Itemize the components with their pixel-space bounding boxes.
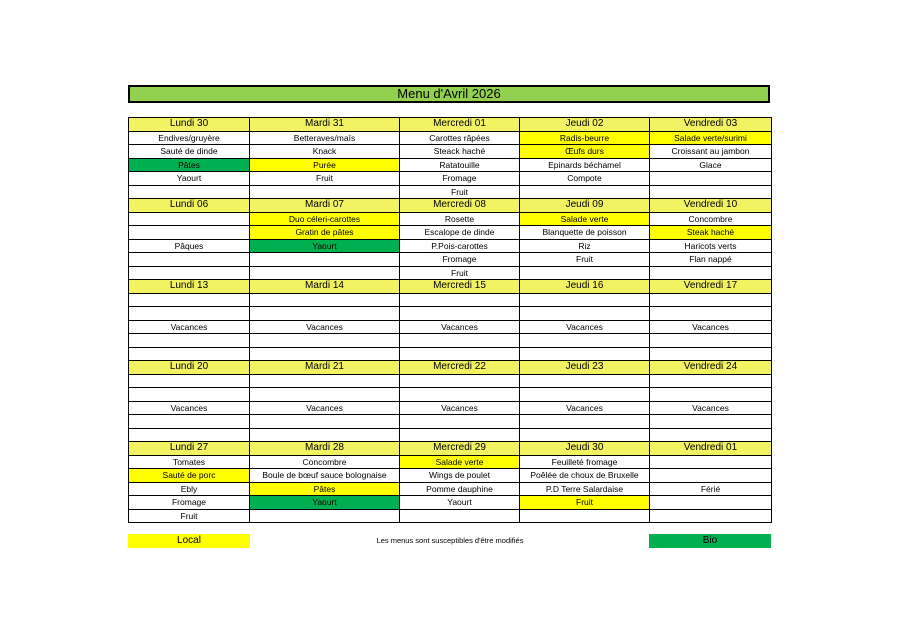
menu-cell: Vacances bbox=[400, 320, 520, 334]
day-header: Lundi 13 bbox=[129, 280, 250, 294]
week-header-row bbox=[129, 361, 772, 375]
menu-cell bbox=[400, 428, 520, 442]
menu-cell bbox=[250, 253, 400, 267]
menu-cell bbox=[650, 415, 772, 429]
menu-cell bbox=[129, 347, 250, 361]
menu-cell: P.Pois-carottes bbox=[400, 239, 520, 253]
menu-cell: Pâques bbox=[129, 239, 250, 253]
menu-cell bbox=[400, 509, 520, 523]
disclaimer-note: Les menus sont susceptibles d'être modifiés bbox=[376, 536, 524, 545]
menu-cell: Glace bbox=[650, 158, 772, 172]
menu-cell: Haricots verts bbox=[650, 239, 772, 253]
menu-cell: Flan nappé bbox=[650, 253, 772, 267]
menu-cell: Feuilleté fromage bbox=[520, 455, 650, 469]
menu-cell: Fruit bbox=[250, 172, 400, 186]
menu-cell bbox=[250, 509, 400, 523]
menu-cell: Vacances bbox=[650, 320, 772, 334]
menu-cell: Steak haché bbox=[650, 226, 772, 240]
menu-row bbox=[129, 482, 772, 496]
menu-cell bbox=[250, 347, 400, 361]
menu-cell bbox=[650, 293, 772, 307]
menu-cell: Fromage bbox=[400, 253, 520, 267]
menu-cell: Fruit bbox=[129, 509, 250, 523]
day-header: Jeudi 09 bbox=[520, 199, 650, 213]
menu-cell: Vacances bbox=[650, 401, 772, 415]
day-header: Mercredi 08 bbox=[400, 199, 520, 213]
menu-cell: Ebly bbox=[129, 482, 250, 496]
menu-cell: Gratin de pâtes bbox=[250, 226, 400, 240]
menu-cell: Fruit bbox=[400, 185, 520, 199]
menu-cell bbox=[129, 185, 250, 199]
menu-cell bbox=[650, 428, 772, 442]
menu-cell: Vacances bbox=[129, 320, 250, 334]
menu-cell: Vacances bbox=[520, 320, 650, 334]
day-header: Lundi 30 bbox=[129, 118, 250, 132]
day-header: Vendredi 24 bbox=[650, 361, 772, 375]
menu-cell: Fruit bbox=[520, 253, 650, 267]
day-header: Mercredi 15 bbox=[400, 280, 520, 294]
day-header: Mardi 28 bbox=[250, 442, 400, 456]
menu-table bbox=[128, 117, 772, 523]
menu-cell: Radis-beurre bbox=[520, 131, 650, 145]
menu-cell: Vacances bbox=[250, 320, 400, 334]
menu-row bbox=[129, 469, 772, 483]
menu-row bbox=[129, 307, 772, 321]
menu-row bbox=[129, 172, 772, 186]
week-header-row bbox=[129, 442, 772, 456]
menu-cell bbox=[129, 428, 250, 442]
menu-row bbox=[129, 496, 772, 510]
menu-cell: Carottes râpées bbox=[400, 131, 520, 145]
menu-cell: Concombre bbox=[650, 212, 772, 226]
menu-cell bbox=[129, 293, 250, 307]
menu-cell bbox=[650, 509, 772, 523]
menu-cell bbox=[520, 185, 650, 199]
menu-cell: Yaourt bbox=[250, 496, 400, 510]
menu-cell bbox=[250, 293, 400, 307]
day-header: Mercredi 22 bbox=[400, 361, 520, 375]
menu-cell: Pâtes bbox=[250, 482, 400, 496]
menu-cell bbox=[129, 253, 250, 267]
menu-cell: Salade verte bbox=[400, 455, 520, 469]
menu-cell: Compote bbox=[520, 172, 650, 186]
menu-cell bbox=[520, 293, 650, 307]
menu-row bbox=[129, 131, 772, 145]
menu-cell: Wings de poulet bbox=[400, 469, 520, 483]
menu-cell bbox=[520, 388, 650, 402]
menu-cell bbox=[650, 374, 772, 388]
menu-cell bbox=[650, 469, 772, 483]
day-header: Mardi 31 bbox=[250, 118, 400, 132]
menu-cell bbox=[129, 415, 250, 429]
menu-row bbox=[129, 334, 772, 348]
menu-cell: Ratatouille bbox=[400, 158, 520, 172]
menu-cell bbox=[650, 347, 772, 361]
menu-cell: P.D Terre Salardaise bbox=[520, 482, 650, 496]
menu-cell: Concombre bbox=[250, 455, 400, 469]
menu-cell bbox=[400, 334, 520, 348]
menu-row bbox=[129, 455, 772, 469]
day-header: Jeudi 23 bbox=[520, 361, 650, 375]
menu-cell bbox=[520, 266, 650, 280]
day-header: Vendredi 17 bbox=[650, 280, 772, 294]
day-header: Mercredi 29 bbox=[400, 442, 520, 456]
menu-row bbox=[129, 158, 772, 172]
day-header: Mercredi 01 bbox=[400, 118, 520, 132]
menu-cell bbox=[650, 496, 772, 510]
week-header-row bbox=[129, 118, 772, 132]
menu-row bbox=[129, 320, 772, 334]
menu-cell bbox=[650, 172, 772, 186]
menu-row bbox=[129, 226, 772, 240]
menu-cell: Betteraves/maïs bbox=[250, 131, 400, 145]
menu-cell: Blanquette de poisson bbox=[520, 226, 650, 240]
menu-cell: Steack haché bbox=[400, 145, 520, 159]
menu-row bbox=[129, 253, 772, 267]
menu-cell: Poêlée de choux de Bruxelle bbox=[520, 469, 650, 483]
menu-cell: Duo céleri-carottes bbox=[250, 212, 400, 226]
menu-cell: Fruit bbox=[520, 496, 650, 510]
menu-cell: Riz bbox=[520, 239, 650, 253]
menu-row bbox=[129, 509, 772, 523]
menu-cell bbox=[250, 415, 400, 429]
menu-cell bbox=[650, 388, 772, 402]
day-header: Mardi 21 bbox=[250, 361, 400, 375]
day-header: Mardi 07 bbox=[250, 199, 400, 213]
day-header: Jeudi 30 bbox=[520, 442, 650, 456]
menu-cell bbox=[400, 374, 520, 388]
menu-cell bbox=[400, 388, 520, 402]
menu-cell bbox=[400, 415, 520, 429]
week-header-row bbox=[129, 280, 772, 294]
menu-row bbox=[129, 415, 772, 429]
menu-cell bbox=[129, 334, 250, 348]
menu-cell bbox=[129, 266, 250, 280]
menu-cell: Pomme dauphine bbox=[400, 482, 520, 496]
menu-cell: Escalope de dinde bbox=[400, 226, 520, 240]
day-header: Lundi 27 bbox=[129, 442, 250, 456]
legend-local: Local bbox=[128, 534, 250, 548]
menu-cell bbox=[129, 388, 250, 402]
menu-row bbox=[129, 266, 772, 280]
menu-cell bbox=[520, 347, 650, 361]
menu-row bbox=[129, 374, 772, 388]
menu-cell: Rosette bbox=[400, 212, 520, 226]
menu-cell: Vacances bbox=[129, 401, 250, 415]
menu-cell bbox=[250, 334, 400, 348]
day-header: Vendredi 03 bbox=[650, 118, 772, 132]
menu-cell bbox=[650, 307, 772, 321]
menu-cell bbox=[129, 226, 250, 240]
day-header: Vendredi 10 bbox=[650, 199, 772, 213]
menu-cell: Croissant au jambon bbox=[650, 145, 772, 159]
menu-row bbox=[129, 239, 772, 253]
menu-cell: Salade verte/surimi bbox=[650, 131, 772, 145]
menu-cell bbox=[129, 212, 250, 226]
menu-row bbox=[129, 347, 772, 361]
day-header: Vendredi 01 bbox=[650, 442, 772, 456]
page-title: Menu d'Avril 2026 bbox=[128, 85, 770, 103]
day-header: Lundi 20 bbox=[129, 361, 250, 375]
menu-cell: Yaourt bbox=[400, 496, 520, 510]
menu-row bbox=[129, 212, 772, 226]
menu-cell: Tomates bbox=[129, 455, 250, 469]
menu-cell: Epinards béchamel bbox=[520, 158, 650, 172]
menu-cell bbox=[129, 307, 250, 321]
menu-cell bbox=[520, 307, 650, 321]
menu-cell: Yaourt bbox=[129, 172, 250, 186]
menu-cell bbox=[250, 185, 400, 199]
menu-cell bbox=[520, 374, 650, 388]
menu-cell bbox=[520, 415, 650, 429]
menu-cell: Yaourt bbox=[250, 239, 400, 253]
menu-cell: Vacances bbox=[250, 401, 400, 415]
menu-cell: Fruit bbox=[400, 266, 520, 280]
menu-cell: Œufs durs bbox=[520, 145, 650, 159]
menu-cell bbox=[400, 347, 520, 361]
menu-row bbox=[129, 185, 772, 199]
menu-cell bbox=[129, 374, 250, 388]
menu-cell bbox=[520, 428, 650, 442]
menu-cell bbox=[250, 374, 400, 388]
menu-cell: Férié bbox=[650, 482, 772, 496]
menu-cell bbox=[250, 307, 400, 321]
menu-cell: Purée bbox=[250, 158, 400, 172]
day-header: Jeudi 02 bbox=[520, 118, 650, 132]
menu-cell: Fromage bbox=[400, 172, 520, 186]
menu-cell bbox=[520, 509, 650, 523]
menu-row bbox=[129, 145, 772, 159]
menu-cell: Pâtes bbox=[129, 158, 250, 172]
menu-cell: Knack bbox=[250, 145, 400, 159]
legend-bio: Bio bbox=[649, 534, 771, 548]
menu-cell bbox=[250, 388, 400, 402]
menu-cell: Endives/gruyère bbox=[129, 131, 250, 145]
menu-cell bbox=[650, 266, 772, 280]
day-header: Lundi 06 bbox=[129, 199, 250, 213]
menu-cell: Vacances bbox=[400, 401, 520, 415]
menu-cell: Salade verte bbox=[520, 212, 650, 226]
menu-cell: Fromage bbox=[129, 496, 250, 510]
menu-cell: Sauté de dinde bbox=[129, 145, 250, 159]
day-header: Mardi 14 bbox=[250, 280, 400, 294]
menu-cell bbox=[250, 428, 400, 442]
menu-cell bbox=[520, 334, 650, 348]
menu-row bbox=[129, 293, 772, 307]
week-header-row bbox=[129, 199, 772, 213]
menu-row bbox=[129, 388, 772, 402]
menu-cell bbox=[650, 455, 772, 469]
menu-cell bbox=[250, 266, 400, 280]
menu-cell: Sauté de porc bbox=[129, 469, 250, 483]
menu-row bbox=[129, 401, 772, 415]
menu-cell: Vacances bbox=[520, 401, 650, 415]
menu-cell bbox=[400, 307, 520, 321]
menu-cell bbox=[650, 185, 772, 199]
menu-cell bbox=[650, 334, 772, 348]
menu-row bbox=[129, 428, 772, 442]
day-header: Jeudi 16 bbox=[520, 280, 650, 294]
menu-cell: Boule de bœuf sauce bolognaise bbox=[250, 469, 400, 483]
menu-cell bbox=[400, 293, 520, 307]
